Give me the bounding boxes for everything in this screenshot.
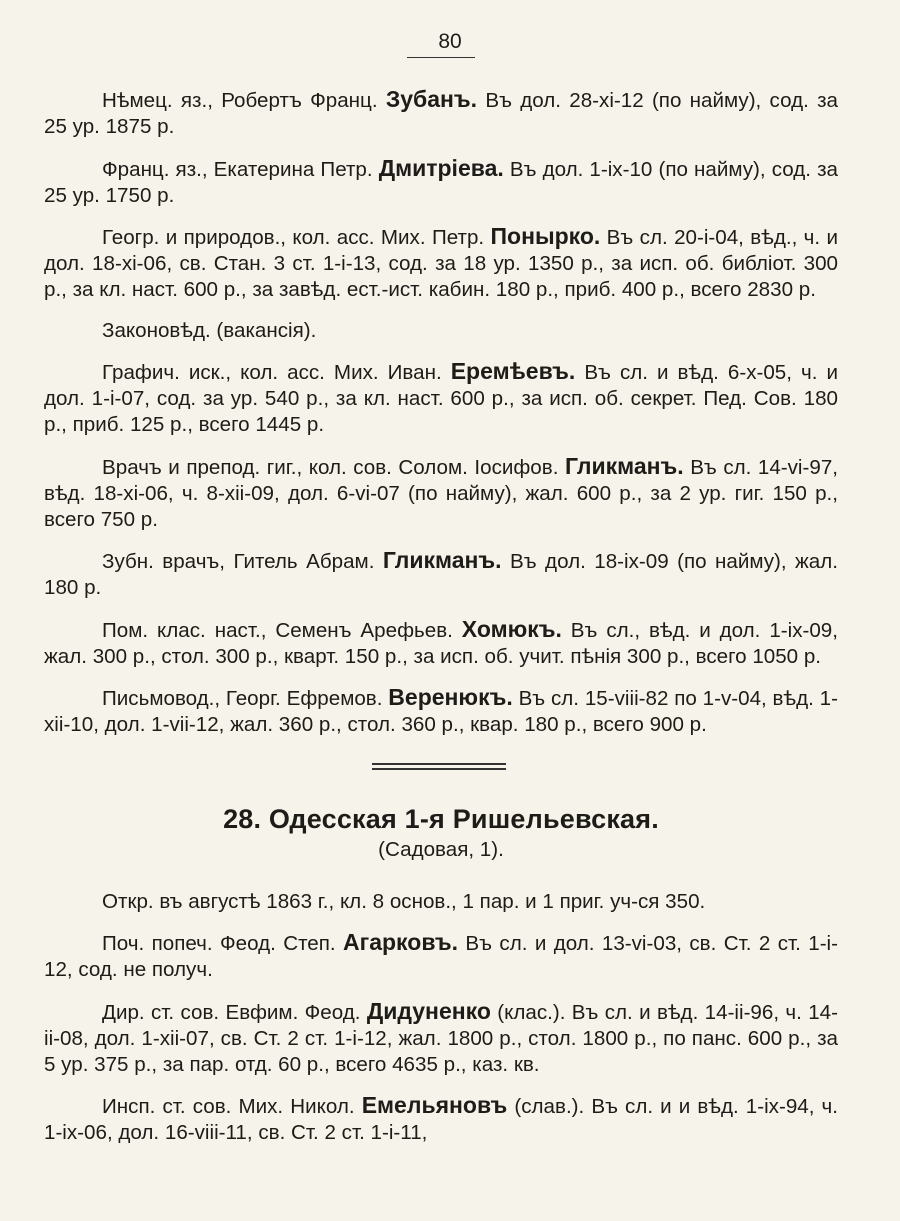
staff-entry [44, 889, 838, 915]
person-surname: Емельяновъ [361, 1092, 508, 1118]
entry-text: Законовѣд. (вакансія). [102, 318, 317, 342]
person-surname: Еремѣевъ. [450, 358, 576, 384]
page-number-rule [407, 57, 475, 58]
entry-details: (клас.). Въ сл. и вѣд. 14-ii-96, ч. 14-ii-08, дол. 1-xii-07, св. Ст. 2 ст. 1-i-12, жал. 1800 р., стол. 1800 р., по панс. 600 р., за 5 ур. 375 р., за пар. отд. 60 р., всего 4635 р., каз. кв. [44, 1000, 838, 1076]
staff-entry [44, 453, 838, 533]
entry-text: Пом. клас. наст., Семенъ Арефьев. [102, 618, 462, 642]
section-separator [44, 753, 838, 796]
entry-details: Въ сл. 20-i-04, вѣд., ч. и дол. 18-xi-06, св. Стан. 3 ст. 1-i-13, сод. за 18 ур. 1350 р., за исп. об. библіот. 300 р., за кл. наст. 600 р., за завѣд. ест.-ист. кабин. 180 р., приб. 400 р., всего 2830 р. [44, 226, 838, 301]
entry-details: Въ сл. и дол. 13-vi-03, св. Ст. 2 ст. 1-i-12, сод. не получ. [44, 932, 838, 981]
staff-list-school-28 [44, 889, 838, 1147]
separator-line-upper [372, 763, 506, 765]
entry-text: Врачъ и препод. гиг., кол. сов. Солом. Іосифов. [102, 455, 565, 479]
entry-text: Зубн. врачъ, Гитель Абрам. [102, 550, 383, 573]
school-address: (Садовая, 1). [378, 837, 504, 861]
person-surname: Дмитріева. [378, 154, 504, 181]
staff-entry [44, 155, 838, 209]
staff-entry [44, 318, 838, 344]
entry-text: Франц. яз., Екатерина Петр. [102, 157, 379, 181]
staff-entry [44, 358, 838, 438]
person-surname: Гликманъ. [564, 452, 684, 479]
entry-text: Поч. попеч. Феод. Степ. [102, 932, 344, 955]
entry-details: Въ сл. 15-viii-82 по 1-v-04, вѣд. 1-xii-10, дол. 1-vii-12, жал. 360 р., стол. 360 р., квар. 180 р., всего 900 р. [44, 687, 838, 736]
entry-details: Въ сл. и вѣд. 6-x-05, ч. и дол. 1-i-07, сод. за ур. 540 р., за кл. наст. 600 р., за исп. об. секрет. Пед. Сов. 180 р., приб. 125 р., всего 1445 р. [44, 361, 838, 436]
person-surname: Понырко. [490, 223, 601, 249]
person-surname: Гликманъ. [382, 547, 502, 573]
entry-text: Нѣмец. яз., Робертъ Франц. [102, 89, 386, 112]
staff-entry [44, 616, 838, 670]
staff-entry [44, 1092, 838, 1146]
school-heading: 28. Одесская 1-я Ришельевская. [223, 803, 659, 834]
staff-entry [44, 998, 838, 1078]
person-surname: Веренюкъ. [388, 684, 513, 710]
entry-text: Геогр. и природов., кол. асс. Мих. Петр. [102, 226, 491, 249]
entry-text: Письмовод., Георг. Ефремов. [102, 687, 389, 710]
entry-details: Въ дол. 1-ix-10 (по найму), сод. за 25 ур. 1750 р. [44, 157, 838, 207]
entry-details: (слав.). Въ сл. и и вѣд. 1-ix-94, ч. 1-ix-06, дол. 16-viii-11, св. Ст. 2 ст. 1-i-11, [44, 1095, 838, 1144]
staff-list-previous-school [44, 86, 838, 738]
entry-text: Графич. иск., кол. асс. Мих. Иван. [102, 361, 451, 384]
page-body [44, 86, 838, 1161]
person-surname: Агарковъ. [343, 929, 459, 955]
staff-entry [44, 223, 838, 303]
staff-entry [44, 86, 838, 140]
separator-line-lower [372, 768, 506, 770]
entry-details: Въ сл. 14-vi-97, вѣд. 18-xi-06, ч. 8-xii-09, дол. 6-vi-07 (по найму), жал. 600 р., за 2 ур. гиг. 150 р., всего 750 р. [44, 455, 838, 531]
staff-entry [44, 684, 838, 738]
entry-details: Въ сл., вѣд. и дол. 1-ix-09, жал. 300 р., стол. 300 р., кварт. 150 р., за исп. об. учит. пѣнія 300 р., всего 1050 р. [44, 618, 838, 668]
entry-text: Инсп. ст. сов. Мих. Никол. [102, 1095, 362, 1118]
staff-entry [44, 929, 838, 983]
entry-details: Въ дол. 18-ix-09 (по найму), жал. 180 р. [44, 550, 838, 599]
staff-entry [44, 547, 838, 601]
person-surname: Зубанъ. [385, 86, 478, 112]
entry-details: Въ дол. 28-xi-12 (по найму), сод. за 25 ур. 1875 р. [44, 89, 838, 138]
entry-text: Откр. въ августѣ 1863 г., кл. 8 основ., 1 пар. и 1 приг. уч-ся 350. [102, 889, 706, 913]
entry-text: Дир. ст. сов. Евфим. Феод. [102, 1000, 367, 1024]
page-number: 80 [438, 30, 462, 53]
person-surname: Дидуненко [366, 997, 491, 1024]
person-surname: Хомюкъ. [461, 615, 562, 642]
